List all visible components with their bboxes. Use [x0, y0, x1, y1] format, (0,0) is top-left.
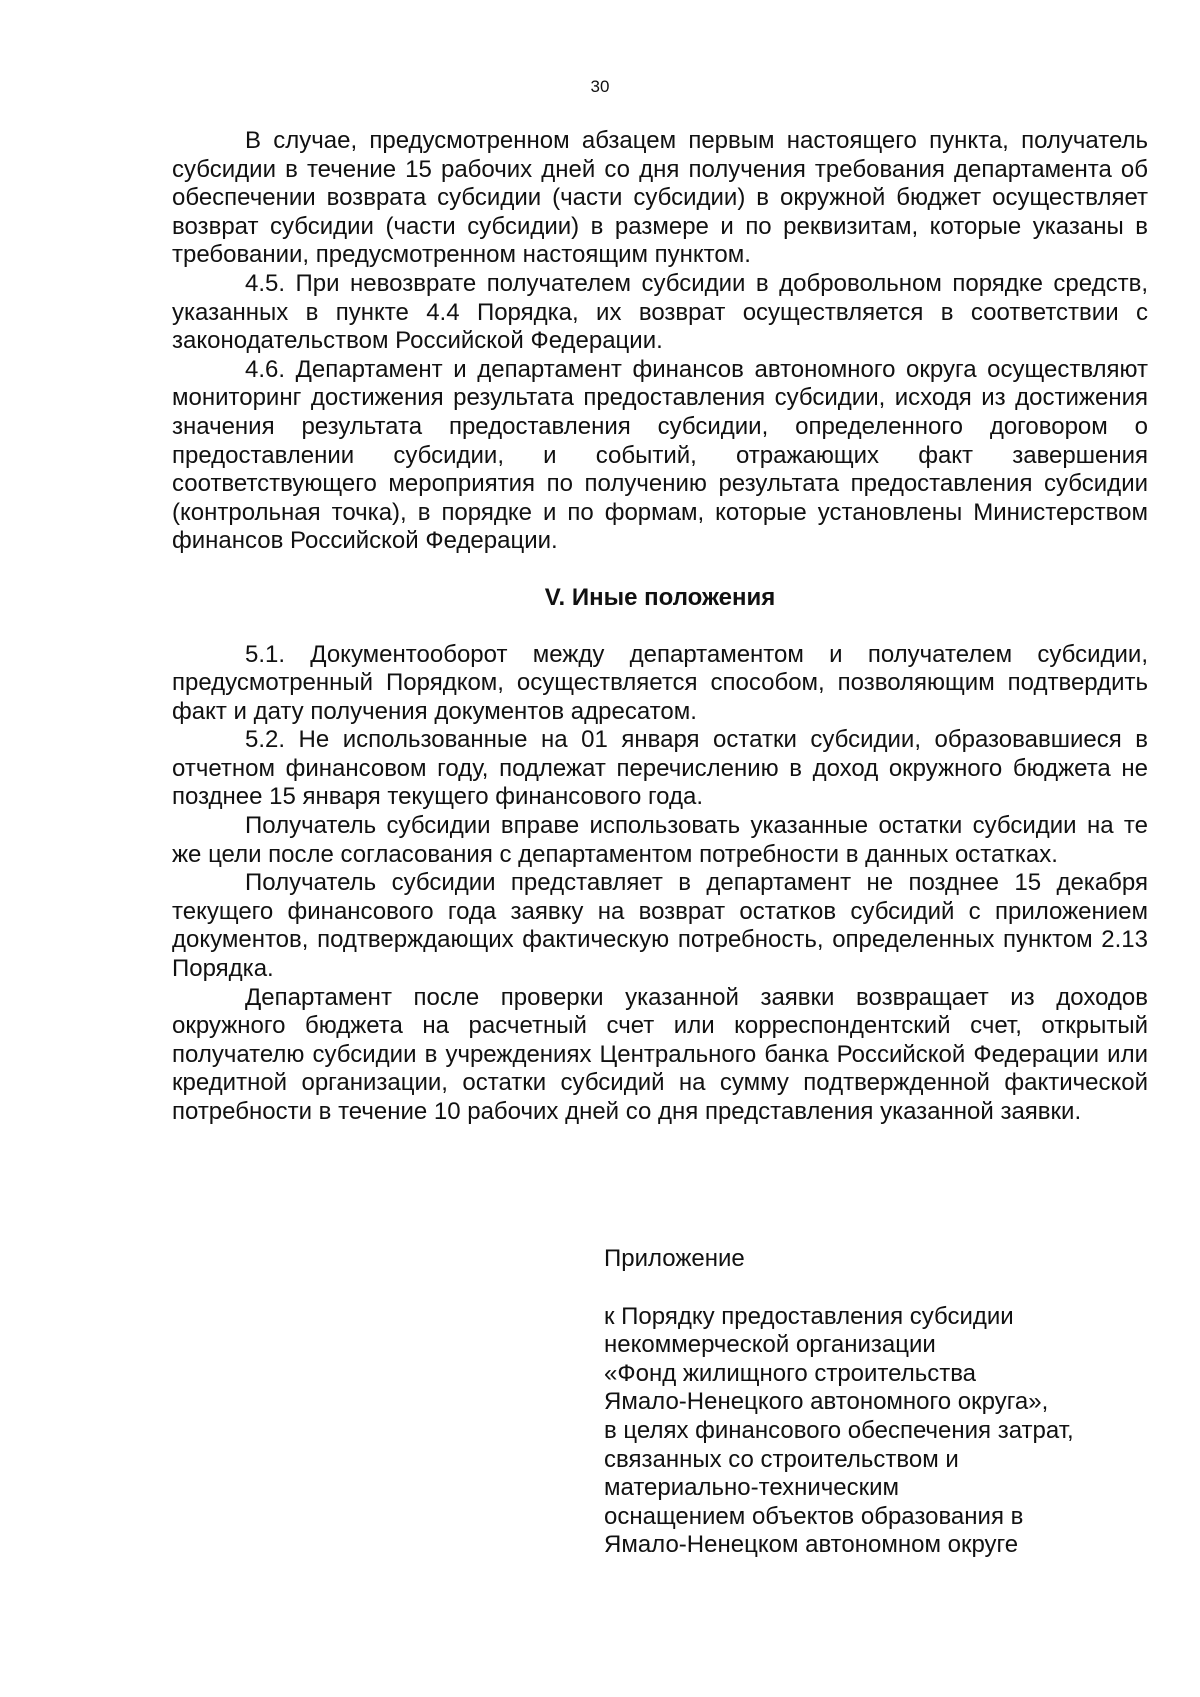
appendix-line: связанных со строительством и	[604, 1445, 959, 1473]
section-heading: V. Иные положения	[544, 583, 776, 611]
paragraph-5-2: 5.2. Не использованные на 01 января остатки субсидии, образовавшиеся в отчетном финансовом году, подлежат перечислению в доход окружного бюджета не позднее 15 января текущего финансового года.	[172, 726, 1148, 811]
paragraph-5-1: 5.1. Документооборот между департаментом и получателем субсидии, предусмотренный Порядком, осуществляется способом, позволяющим подтвердить факт и дату получения документов адресатом.	[172, 640, 1148, 725]
paragraph-remainder-use: Получатель субсидии вправе использовать указанные остатки субсидии на те же цели после согласования с департаментом потребности в данных остатках.	[172, 812, 1148, 868]
paragraph-return-requirement: В случае, предусмотренном абзацем первым настоящего пункта, получатель субсидии в течение 15 рабочих дней со дня получения требования департамента об обеспечении возврата субсидии (части субсидии) в окружной бюджет осуществляет возврат субсидии (части субсидии) в размере и по реквизитам, которые указаны в требовании, предусмотренном настоящим пунктом.	[172, 127, 1148, 269]
paragraph-4-5: 4.5. При невозврате получателем субсидии в добровольном порядке средств, указанных в пункте 4.4 Порядка, их возврат осуществляется в соответствии с законодательством Российской Федерации.	[172, 269, 1148, 355]
document-body	[172, 127, 1148, 1127]
appendix-line: материально-техническим	[604, 1474, 900, 1502]
appendix-line: «Фонд жилищного строительства	[604, 1359, 977, 1387]
paragraph-remainder-request: Получатель субсидии представляет в департамент не позднее 15 декабря текущего финансового года заявку на возврат остатков субсидий с приложением документов, подтверждающих фактическую потребность, определенных пунктом 2.13 Порядка.	[172, 869, 1148, 983]
appendix-block	[604, 1245, 1164, 1560]
appendix-line: к Порядку предоставления субсидии	[604, 1302, 1014, 1330]
appendix-line: оснащением объектов образования в	[604, 1502, 1024, 1530]
page-number: 30	[590, 77, 610, 96]
paragraph-remainder-return: Департамент после проверки указанной заявки возвращает из доходов окружного бюджета на расчетный счет или корреспондентский счет, открытый получателю субсидии в учреждениях Центрального банка Российской Федерации или кредитной организации, остатки субсидий на сумму подтвержденной фактической потребности в течение 10 рабочих дней со дня представления указанной заявки.	[172, 983, 1148, 1125]
appendix-line: Ямало-Ненецкого автономного округа»,	[604, 1388, 1049, 1416]
appendix-line: в целях финансового обеспечения затрат,	[604, 1416, 1074, 1444]
paragraph-4-6: 4.6. Департамент и департамент финансов автономного округа осуществляют мониторинг достижения результата предоставления субсидии, исходя из достижения значения результата предоставления субсидии, определенного договором о предоставлении субсидии, и событий, отражающих факт завершения соответствующего мероприятия по получению результата предоставления субсидии (контрольная точка), в порядке и по формам, которые установлены Министерством финансов Российской Федерации.	[172, 355, 1148, 555]
appendix-title: Приложение	[604, 1245, 745, 1272]
appendix-line: Ямало-Ненецком автономном округе	[604, 1531, 1019, 1559]
appendix-line: некоммерческой организации	[604, 1331, 936, 1359]
